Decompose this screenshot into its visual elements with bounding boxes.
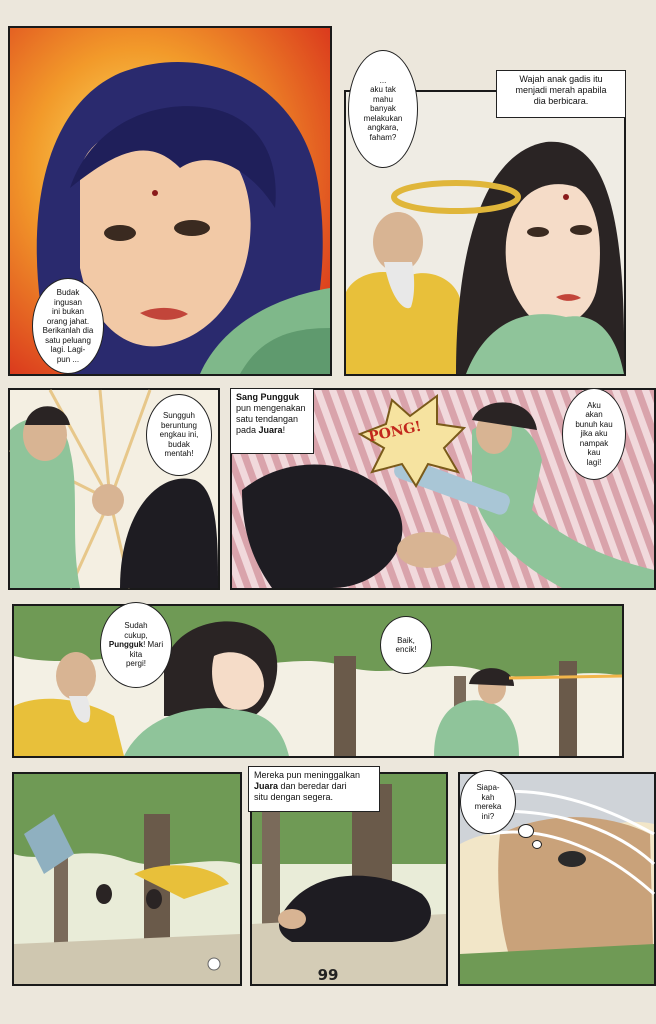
panel-1-portrait xyxy=(8,26,332,376)
panel-2-speech-bubble: ... aku tak mahu banyak melakukan angkara, faham? xyxy=(348,50,418,168)
panel-5-speech-bubble-runner: Baik, encik! xyxy=(380,616,432,674)
panel-4-speech-bubble: Aku akan bunuh kau jika aku nampak kau lagi! xyxy=(562,388,626,480)
panel-6-art xyxy=(14,774,240,984)
panel-4-caption-box: Sang Pungguk pun mengenakan satu tendangan pada Juara! xyxy=(230,388,314,454)
sfx-pong: PONG! xyxy=(367,418,423,446)
panel-5-forest xyxy=(12,604,624,758)
panel-4-kick xyxy=(230,388,656,590)
panel-1-speech-bubble: Budak ingusan ini bukan orang jahat. Berikanlah dia satu peluang lagi. Lagi- pun ... xyxy=(32,278,104,374)
thought-bubble-tail-dot xyxy=(518,824,534,838)
panel-8-watcher xyxy=(458,772,656,986)
page-number: 99 xyxy=(317,966,339,984)
panel-3-punch xyxy=(8,388,220,590)
panel-2-caption-box: Wajah anak gadis itu menjadi merah apabila dia berbicara. xyxy=(496,70,626,118)
thought-bubble-tail-dot-small xyxy=(532,840,542,849)
panel-6-woods xyxy=(12,772,242,986)
panel-5-speech-bubble-elder: Sudah cukup, Pungguk! Mari kita pergi! xyxy=(100,602,172,688)
panel-7-caption-box: Mereka pun meninggalkan Juara dan beredar dari situ dengan segera. xyxy=(248,766,380,812)
panel-3-speech-bubble: Sungguh beruntung engkau ini, budak mentah! xyxy=(146,394,212,476)
panel-7-fallen xyxy=(250,772,448,986)
panel-8-thought-bubble: Siapa- kah mereka ini? xyxy=(460,770,516,834)
